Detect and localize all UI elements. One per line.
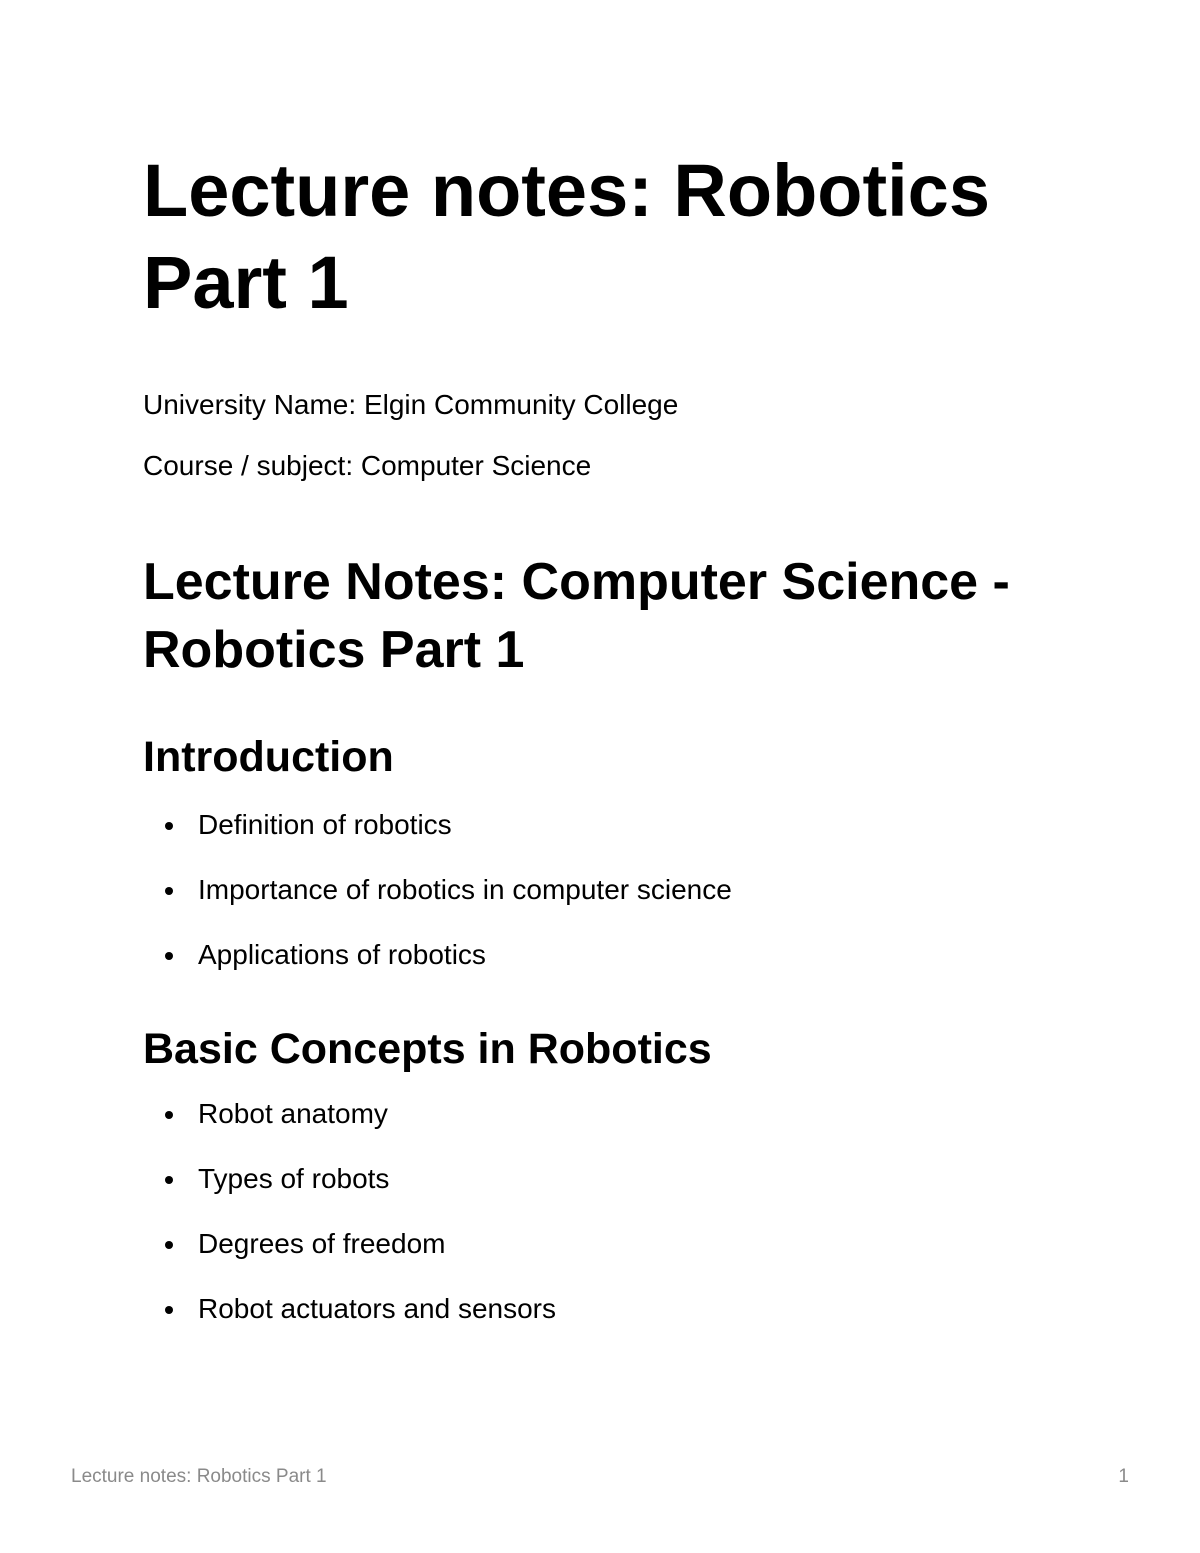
document-title: Lecture notes: Robotics Part 1 — [143, 149, 990, 324]
bullet-icon — [165, 1306, 173, 1314]
list-item-text: Importance of robotics in computer science — [198, 874, 732, 905]
list-item — [143, 808, 732, 842]
bullet-icon — [165, 952, 173, 960]
university-name: University Name: Elgin Community College — [143, 389, 679, 420]
list-item-text: Types of robots — [198, 1163, 390, 1194]
bullet-icon — [165, 1111, 173, 1119]
list-item — [143, 873, 732, 907]
bullet-icon — [165, 822, 173, 830]
bullet-icon — [165, 887, 173, 895]
introduction-list — [143, 808, 732, 1003]
list-item-text: Robot anatomy — [198, 1098, 388, 1129]
list-item-text: Definition of robotics — [198, 809, 452, 840]
list-item-text: Degrees of freedom — [198, 1228, 446, 1259]
section-heading-basic-concepts: Basic Concepts in Robotics — [143, 1025, 712, 1073]
list-item-text: Robot actuators and sensors — [198, 1293, 556, 1324]
notes-heading: Lecture Notes: Computer Science - Robotics Part 1 — [143, 553, 1010, 679]
list-item — [143, 1227, 556, 1261]
course-subject: Course / subject: Computer Science — [143, 450, 592, 481]
page-number: 1 — [1118, 1466, 1129, 1487]
footer-title: Lecture notes: Robotics Part 1 — [71, 1466, 327, 1487]
bullet-icon — [165, 1241, 173, 1249]
bullet-icon — [165, 1176, 173, 1184]
list-item — [143, 1097, 556, 1131]
list-item-text: Applications of robotics — [198, 939, 486, 970]
list-item — [143, 1292, 556, 1326]
basic-concepts-list — [143, 1097, 556, 1357]
page-footer — [71, 1465, 1129, 1489]
list-item — [143, 938, 732, 972]
list-item — [143, 1162, 556, 1196]
section-heading-introduction: Introduction — [143, 733, 394, 781]
